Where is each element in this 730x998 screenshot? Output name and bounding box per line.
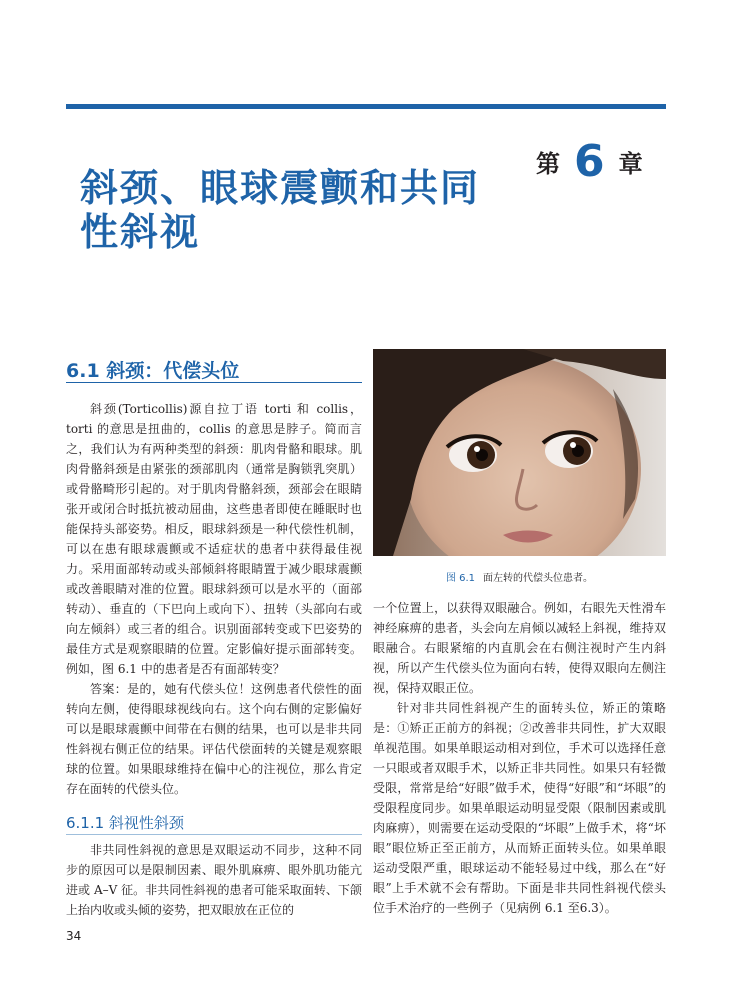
top-rule [66, 104, 666, 109]
subsection-rule [66, 834, 362, 835]
chapter-title [80, 166, 510, 254]
child-face-photo [373, 349, 666, 556]
chapter-title-line: 性斜视 [80, 210, 201, 254]
paragraph: 一个位置上，以获得双眼融合。例如，右眼先天性滑车神经麻痹的患者，头会向左肩倾以减轻上斜视，维持双眼融合。右眼紧缩的内直肌会在右侧注视时产生内斜视，所以产生代偿头位为面向右转，使得双眼向左侧注视，保持双眼正位。 [373, 601, 666, 695]
paragraph: 答案：是的，她有代偿头位！这例患者代偿性的面转向左侧，使得眼球视线向右。这个向右侧的定影偏好可以是眼球震颤中间带在右侧的结果，也可以是非共同性斜视右侧正位的结果。评估代偿面转的关键是观察眼球的位置。如果眼球维持在偏中心的注视位，那么肯定存在面转的代偿头位。 [66, 682, 362, 796]
chapter-suffix: 章 [618, 150, 643, 178]
chapter-prefix: 第 [536, 150, 560, 178]
paragraph: 斜颈(Torticollis)源自拉丁语 torti 和 collis，torti 的意思是扭曲的，collis 的意思是脖子。简而言之，我们认为有两种类型的斜颈：肌肉骨骼和眼球。肌肉骨骼斜颈是由紧张的颈部肌肉（通常是胸锁乳突肌）或骨骼畸形引起的。对于肌肉骨骼斜颈，颈部会在眼睛张开或闭合时抵抗被动屈曲，这些患者即使在睡眠时也能保持头部姿势。相反，眼球斜颈是一种代偿性机制，可以在患有眼球震颤或不适症状的患者中获得最佳视力。采用面部转动或头部倾斜将眼睛置于减少眼球震颤或改善眼睛对准的位置。眼球斜颈可以是水平的（面部转动）、垂直的（下巴向上或向下）、扭转（头部向右或向左倾斜）或三者的组合。识别面部转变或下巴姿势的最佳方式是观察眼睛的位置。定影偏好提示面部转变。例如，图 6.1 中的患者是否有面部转变？ [66, 402, 362, 676]
subsection-heading: 6.1.1 斜视性斜颈 [66, 814, 184, 832]
page-number: 34 [66, 929, 82, 943]
figure-caption-text: 面左转的代偿头位患者。 [483, 573, 594, 584]
right-column-text [373, 598, 666, 918]
left-column-text [66, 399, 362, 799]
figure-photo [373, 349, 666, 556]
chapter-number: 6 [574, 136, 605, 187]
paragraph: 非共同性斜视的意思是双眼运动不同步，这种不同步的原因可以是限制因素、眼外肌麻痹、眼外肌功能亢进或 A–V 征。非共同性斜视的患者可能采取面转、下颌上抬内收或头倾的姿势，把双眼放在正位的 [66, 843, 362, 917]
chapter-label [536, 136, 643, 187]
section-rule [66, 382, 362, 383]
section-heading: 6.1 斜颈：代偿头位 [66, 360, 240, 382]
figure-caption [373, 569, 666, 584]
figure-label: 图 6.1 [445, 573, 476, 584]
left-column-text-2 [66, 840, 362, 920]
chapter-title-line: 斜颈、眼球震颤和共同 [80, 166, 481, 210]
paragraph: 针对非共同性斜视产生的面转头位，矫正的策略是：①矫正正前方的斜视；②改善非共同性，扩大双眼单视范围。如果单眼运动相对到位，手术可以选择任意一只眼或者双眼手术，以矫正非共同性。如果只有轻微受限，常常是给“好眼”做手术，使得“好眼”和“坏眼”的受限程度同步。如果单眼运动明显受限（限制因素或肌肉麻痹），则需要在运动受限的“坏眼”上做手术，将“坏眼”眼位矫正至正前方，从而矫正面转头位。如果单眼运动受限严重，眼球运动不能轻易过中线，那么在“好眼”上手术就不会有帮助。下面是非共同性斜视代偿头位手术治疗的一些例子（见病例 6.1 至6.3）。 [373, 701, 666, 915]
